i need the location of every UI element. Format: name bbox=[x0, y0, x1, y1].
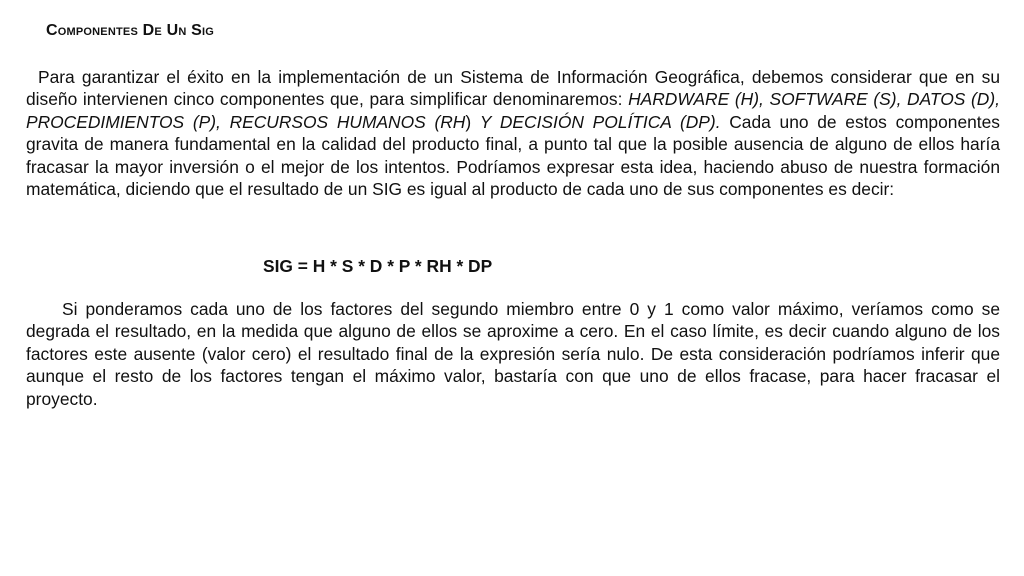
intro-text-a: Para garantizar el éxito en la implementación de un Sistema de Información Geográfica, debemos considerar que en su diseño intervienen cinco componentes que, para simplificar denominaremos: bbox=[26, 67, 1000, 110]
sig-formula: SIG = H * S * D * P * RH * DP bbox=[263, 256, 493, 276]
political-decision-term: Y DECISIÓN POLÍTICA (DP). bbox=[479, 111, 721, 132]
components-list: HARDWARE (H), SOFTWARE (S), DATOS (D), PROCEDIMIENTOS (P), RECURSOS HUMANOS (RH bbox=[26, 89, 1000, 132]
slide-title: Componentes De Un Sig bbox=[46, 22, 214, 39]
intro-text-b: ) bbox=[465, 111, 480, 132]
weighting-paragraph bbox=[26, 298, 1000, 410]
weighting-text: Si ponderamos cada uno de los factores del segundo miembro entre 0 y 1 como valor máximo, veríamos como se degrada el resultado, en la medida que alguno de ellos se aproxime a cero. En el caso límite, es decir cuando alguno de los factores este ausente (valor cero) el resultado final de la expresión sería nulo. De esta consideración podríamos inferir que aunque el resto de los factores tengan el máximo valor, bastaría con que uno de ellos fracase, para hacer fracasar el proyecto. bbox=[26, 299, 1000, 409]
intro-text-c: Cada uno de estos componentes gravita de manera fundamental en la calidad del producto final, a punto tal que la posible ausencia de alguno de ellos haría fracasar la mayor inversión o el mejor de los intentos. Podríamos expresar esta idea, haciendo abuso de nuestra formación matemática, diciendo que el resultado de un SIG es igual al producto de cada uno de sus componentes es decir: bbox=[26, 111, 1000, 200]
intro-paragraph bbox=[26, 66, 1000, 200]
